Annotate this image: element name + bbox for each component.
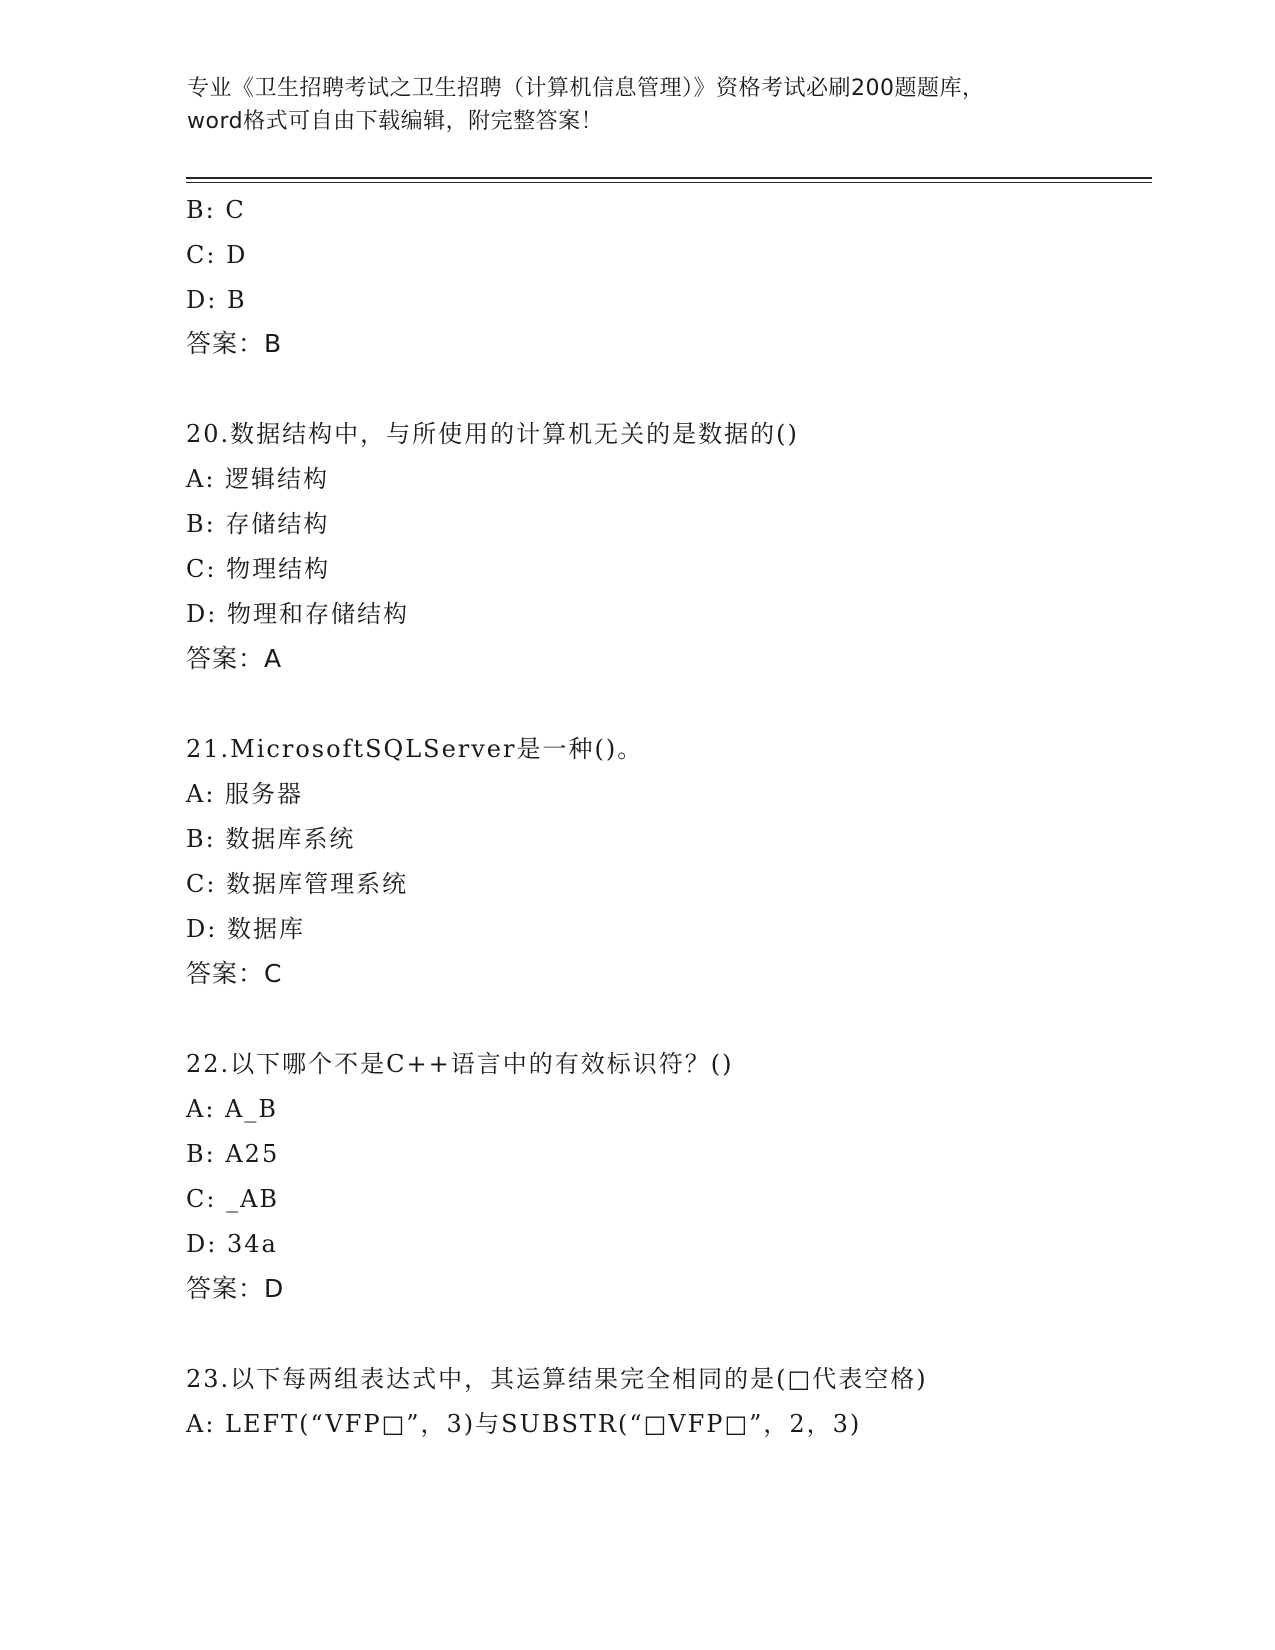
q22-option-a: A: A_B (186, 1095, 279, 1123)
q21-answer: 答案：C (186, 959, 283, 988)
q19-option-b: B: C (186, 196, 246, 224)
header-divider-thick (186, 177, 1152, 179)
q21-option-d: D: 数据库 (186, 915, 305, 943)
q20-option-a: A: 逻辑结构 (186, 465, 330, 493)
q21-option-c: C: 数据库管理系统 (186, 870, 409, 898)
header-divider-thin (186, 182, 1152, 183)
q21-stem: 21.MicrosoftSQLServer是一种()。 (186, 735, 644, 763)
q21-option-a: A: 服务器 (186, 780, 304, 808)
q20-stem: 20.数据结构中，与所使用的计算机无关的是数据的() (186, 420, 799, 448)
q22-option-b: B: A25 (186, 1140, 280, 1168)
q20-option-c: C: 物理结构 (186, 555, 331, 583)
q23-stem: 23.以下每两组表达式中，其运算结果完全相同的是(□代表空格) (186, 1365, 928, 1393)
header-line-2: word格式可自由下载编辑，附完整答案！ (187, 109, 604, 134)
q21-option-b: B: 数据库系统 (186, 825, 356, 853)
header-line-1: 专业《卫生招聘考试之卫生招聘（计算机信息管理）》资格考试必刷200题题库， (187, 76, 985, 101)
q19-answer: 答案：B (186, 329, 283, 358)
document-header (187, 72, 1087, 138)
q20-option-b: B: 存储结构 (186, 510, 330, 538)
q23-option-a: A: LEFT(“VFP□”，3)与SUBSTR(“□VFP□”，2，3) (186, 1410, 862, 1438)
q19-option-d: D: B (186, 286, 247, 314)
q22-option-d: D: 34a (186, 1230, 278, 1258)
q20-option-d: D: 物理和存储结构 (186, 600, 409, 628)
q20-answer: 答案：A (186, 644, 283, 673)
q22-option-c: C: _AB (186, 1185, 280, 1213)
q22-answer: 答案：D (186, 1274, 285, 1303)
q22-stem: 22.以下哪个不是C++语言中的有效标识符？() (186, 1050, 734, 1078)
q19-option-c: C: D (186, 241, 248, 269)
